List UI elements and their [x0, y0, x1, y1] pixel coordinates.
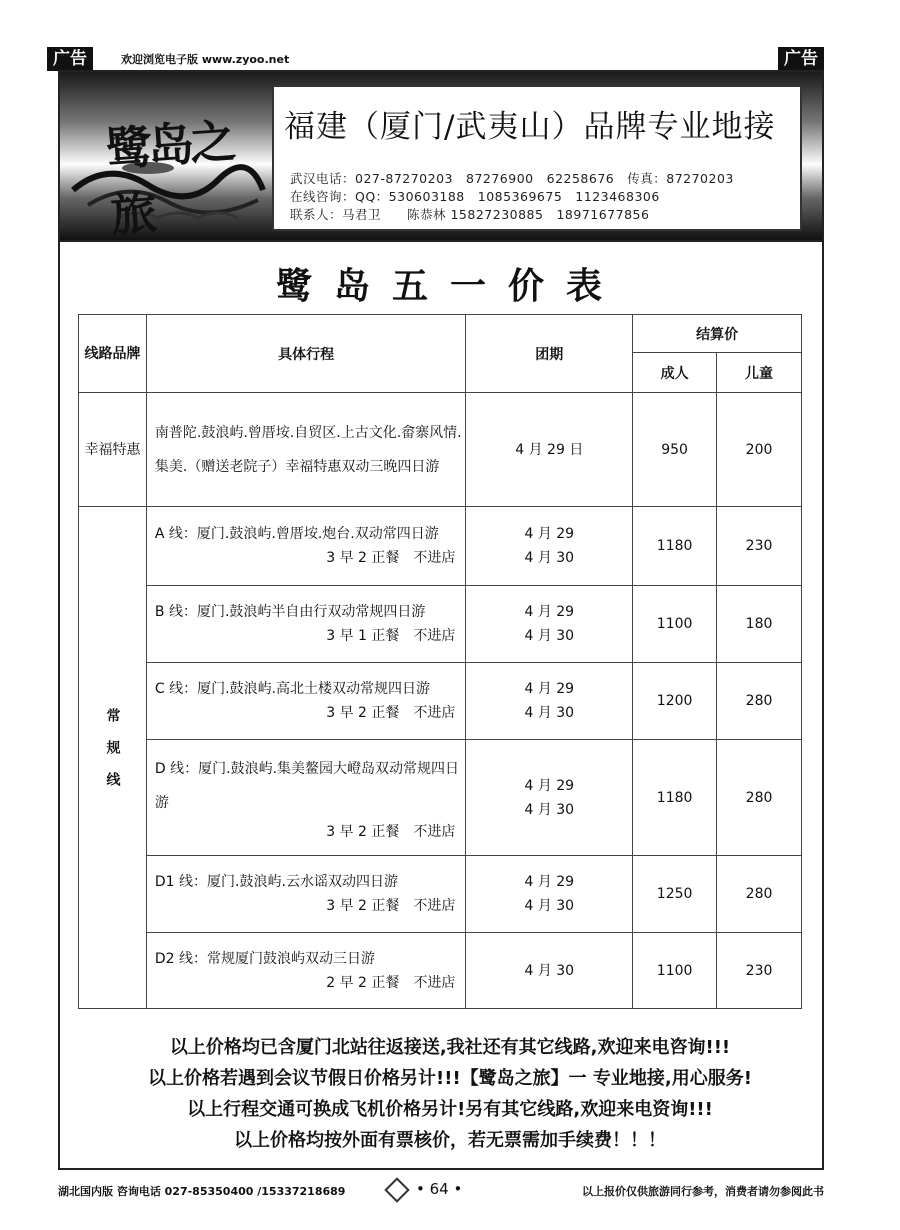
page-title: 鹭岛五一价表	[275, 266, 624, 307]
itinerary-cell	[146, 586, 466, 663]
page-number-text: • 64 •	[416, 1180, 463, 1198]
date-1: 4 月 29	[524, 604, 575, 620]
child-price: 230	[717, 933, 802, 1009]
itinerary-meals: 3 早 1 正餐 不进店	[326, 628, 456, 644]
date-1: 4 月 29	[524, 874, 575, 890]
child-price: 180	[717, 586, 802, 663]
wuhan-phone: 武汉电话：027-87270203 87276900 62258676 传真：87270203	[290, 171, 734, 186]
dates-cell	[466, 507, 633, 586]
dates-cell	[466, 586, 633, 663]
dates-cell	[466, 663, 633, 740]
brand-happy: 幸福特惠	[79, 393, 147, 507]
header-itinerary: 具体行程	[146, 315, 466, 393]
date-1: 4 月 29 日	[515, 441, 584, 458]
note-line: 以上价格均按外面有票核价，若无票需加手续费！！！	[234, 1130, 666, 1151]
footer-right: 以上报价仅供旅游同行参考，消费者请勿参阅此书	[582, 1185, 824, 1198]
date-2: 4 月 30	[524, 628, 575, 644]
adult-price: 1100	[633, 586, 717, 663]
page-number	[388, 1180, 462, 1199]
itinerary-meals: 3 早 2 正餐 不进店	[326, 550, 456, 566]
date-2: 4 月 30	[524, 801, 575, 818]
adult-price: 950	[633, 393, 717, 507]
site-url[interactable]: 欢迎浏览电子版 www.zyoo.net	[121, 53, 290, 66]
itinerary-cell: 南普陀.鼓浪屿.曾厝垵.自贸区.上古文化.畲寨风情.集美.（赠送老院子）幸福特惠双动三晚四日游	[146, 393, 466, 507]
notes	[0, 1032, 900, 1156]
table-row	[79, 393, 802, 507]
table-row	[79, 933, 802, 1009]
note-line: 以上价格若遇到会议节假日价格另计!!!【鹭岛之旅】一 专业地接,用心服务!	[148, 1068, 752, 1089]
contact-person: 联系人：马君卫 陈恭林 15827230885 18971677856	[290, 207, 650, 222]
itinerary-main: A 线：厦门.鼓浪屿.曾厝垵.炮台.双动常四日游	[154, 526, 439, 542]
table-row	[79, 507, 802, 586]
footer-left: 湖北国内版 咨询电话 027-85350400 /15337218689	[58, 1185, 346, 1198]
header-price: 结算价	[633, 315, 802, 353]
price-table	[78, 314, 802, 1009]
itinerary-cell	[146, 663, 466, 740]
adult-price: 1180	[633, 507, 717, 586]
slogan: 福建（厦门/武夷山）品牌专业地接	[284, 109, 776, 145]
child-price: 280	[717, 740, 802, 856]
itinerary-main: D2 线：常规厦门鼓浪屿双动三日游	[154, 950, 376, 967]
itinerary-cell	[146, 507, 466, 586]
ad-tag-left: 广告	[47, 47, 93, 71]
logo-text: 鹭岛之旅	[104, 113, 234, 243]
date-2: 4 月 30	[524, 898, 575, 914]
dates-cell	[466, 856, 633, 933]
itinerary-meals: 3 早 2 正餐 不进店	[326, 823, 456, 840]
ad-header	[58, 70, 824, 242]
dates-cell	[466, 740, 633, 856]
adult-price: 1100	[633, 933, 717, 1009]
dates-cell	[466, 393, 633, 507]
child-price: 280	[717, 856, 802, 933]
date-1: 4 月 29	[524, 681, 575, 697]
itinerary-cell	[146, 856, 466, 933]
itinerary-main: D 线：厦门.鼓浪屿.集美鳌园大嶝岛双动常规四日游	[154, 760, 460, 811]
adult-price: 1200	[633, 663, 717, 740]
itinerary-cell	[146, 933, 466, 1009]
date-2: 4 月 30	[524, 550, 575, 566]
date-1: 4 月 30	[524, 962, 575, 979]
footer	[58, 1180, 824, 1200]
dates-cell	[466, 933, 633, 1009]
contact-box	[272, 85, 802, 231]
itinerary-cell	[146, 740, 466, 856]
date-2: 4 月 30	[524, 705, 575, 721]
child-price: 230	[717, 507, 802, 586]
adult-price: 1180	[633, 740, 717, 856]
child-price: 280	[717, 663, 802, 740]
brand-regular	[79, 507, 147, 1009]
header-dates: 团期	[466, 315, 633, 393]
child-price: 200	[717, 393, 802, 507]
note-line: 以上行程交通可换成飞机价格另计!另有其它线路,欢迎来电资询!!!	[187, 1099, 713, 1120]
table-row	[79, 586, 802, 663]
itinerary-meals: 3 早 2 正餐 不进店	[326, 705, 456, 721]
itinerary-meals: 2 早 2 正餐 不进店	[326, 974, 456, 991]
header-child: 儿童	[717, 353, 802, 393]
brand-logo	[68, 80, 268, 243]
table-row	[79, 740, 802, 856]
brand-regular-text: 常规线	[104, 707, 121, 804]
diamond-icon	[384, 1177, 409, 1202]
itinerary-meals: 3 早 2 正餐 不进店	[326, 898, 456, 914]
header-brand: 线路品牌	[79, 315, 147, 393]
table-row	[79, 856, 802, 933]
adult-price: 1250	[633, 856, 717, 933]
top-bar	[47, 47, 824, 71]
online-qq: 在线咨询：QQ：530603188 1085369675 1123468306	[290, 189, 660, 204]
itinerary-main: B 线：厦门.鼓浪屿半自由行双动常规四日游	[154, 604, 426, 620]
note-line: 以上价格均已含厦门北站往返接送,我社还有其它线路,欢迎来电咨询!!!	[169, 1037, 731, 1058]
ad-tag-right: 广告	[778, 47, 824, 71]
date-1: 4 月 29	[524, 777, 575, 794]
itinerary-main: D1 线：厦门.鼓浪屿.云水谣双动四日游	[154, 874, 398, 890]
itinerary-main: C 线：厦门.鼓浪屿.高北土楼双动常规四日游	[154, 681, 431, 697]
table-row	[79, 663, 802, 740]
date-1: 4 月 29	[524, 526, 575, 542]
header-adult: 成人	[633, 353, 717, 393]
